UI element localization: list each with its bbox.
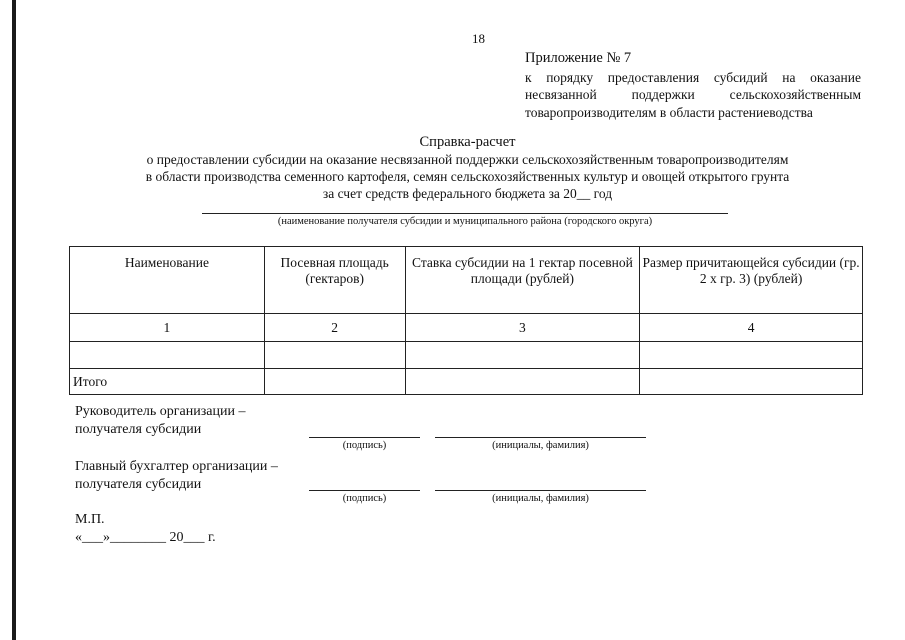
name-caption: (инициалы, фамилия) bbox=[492, 493, 589, 504]
name-caption: (инициалы, фамилия) bbox=[492, 440, 589, 451]
total-row bbox=[70, 369, 863, 395]
stamp-block bbox=[75, 511, 216, 547]
head-signature-line[interactable] bbox=[309, 437, 420, 438]
column-number: 4 bbox=[640, 314, 863, 342]
table-cell[interactable] bbox=[405, 369, 640, 395]
accountant-label-line-2: получателя субсидии bbox=[75, 477, 202, 492]
header-amount: Размер причитающейся субсидии (гр. 2 х гр. 3) (рублей) bbox=[640, 247, 863, 314]
stamp-place: М.П. bbox=[75, 512, 105, 527]
table-header-row bbox=[70, 247, 863, 314]
appendix-title: Приложение № 7 bbox=[525, 50, 632, 66]
page-number: 18 bbox=[472, 31, 485, 46]
header-name: Наименование bbox=[70, 247, 265, 314]
column-number: 1 bbox=[70, 314, 265, 342]
heading-line-3: за счет средств федерального бюджета за 20__ год bbox=[322, 186, 613, 201]
table-cell[interactable] bbox=[264, 369, 405, 395]
table-cell[interactable] bbox=[70, 342, 265, 369]
head-label bbox=[75, 403, 245, 439]
accountant-label bbox=[75, 458, 278, 494]
calculation-table bbox=[69, 246, 863, 395]
column-number: 2 bbox=[264, 314, 405, 342]
appendix-block bbox=[525, 50, 861, 121]
table-cell[interactable] bbox=[640, 342, 863, 369]
heading-line-1: о предоставлении субсидии на оказание несвязанной поддержки сельскохозяйственным товаропроизводителям bbox=[146, 152, 789, 167]
table-cell[interactable] bbox=[640, 369, 863, 395]
date-line: «___»________ 20___ г. bbox=[75, 530, 216, 545]
appendix-text: к порядку предоставления субсидий на оказание несвязанной поддержки сельскохозяйственным товаропроизводителям в области растениеводства bbox=[525, 69, 861, 120]
header-rate: Ставка субсидии на 1 гектар посевной площади (рублей) bbox=[405, 247, 640, 314]
header-area: Посевная площадь (гектаров) bbox=[264, 247, 405, 314]
total-label: Итого bbox=[70, 369, 265, 395]
signature-caption: (подпись) bbox=[342, 493, 387, 504]
column-number: 3 bbox=[405, 314, 640, 342]
table-cell[interactable] bbox=[264, 342, 405, 369]
accountant-name-line[interactable] bbox=[435, 490, 646, 491]
head-name-line[interactable] bbox=[435, 437, 646, 438]
scan-edge-border bbox=[12, 0, 16, 640]
recipient-name-line bbox=[202, 213, 728, 214]
document-title: Справка-расчет bbox=[419, 134, 516, 150]
heading-line-2: в области производства семенного картофеля, семян сельскохозяйственных культур и овощей открытого грунта bbox=[145, 169, 790, 184]
document-heading bbox=[70, 134, 865, 202]
accountant-label-line-1: Главный бухгалтер организации – bbox=[75, 459, 278, 474]
table-row bbox=[70, 342, 863, 369]
head-label-line-2: получателя субсидии bbox=[75, 422, 202, 437]
head-label-line-1: Руководитель организации – bbox=[75, 404, 246, 419]
recipient-caption: (наименование получателя субсидии и муниципального района (городского округа) bbox=[277, 216, 653, 227]
column-number-row bbox=[70, 314, 863, 342]
table-cell[interactable] bbox=[405, 342, 640, 369]
signature-caption: (подпись) bbox=[342, 440, 387, 451]
accountant-signature-line[interactable] bbox=[309, 490, 420, 491]
